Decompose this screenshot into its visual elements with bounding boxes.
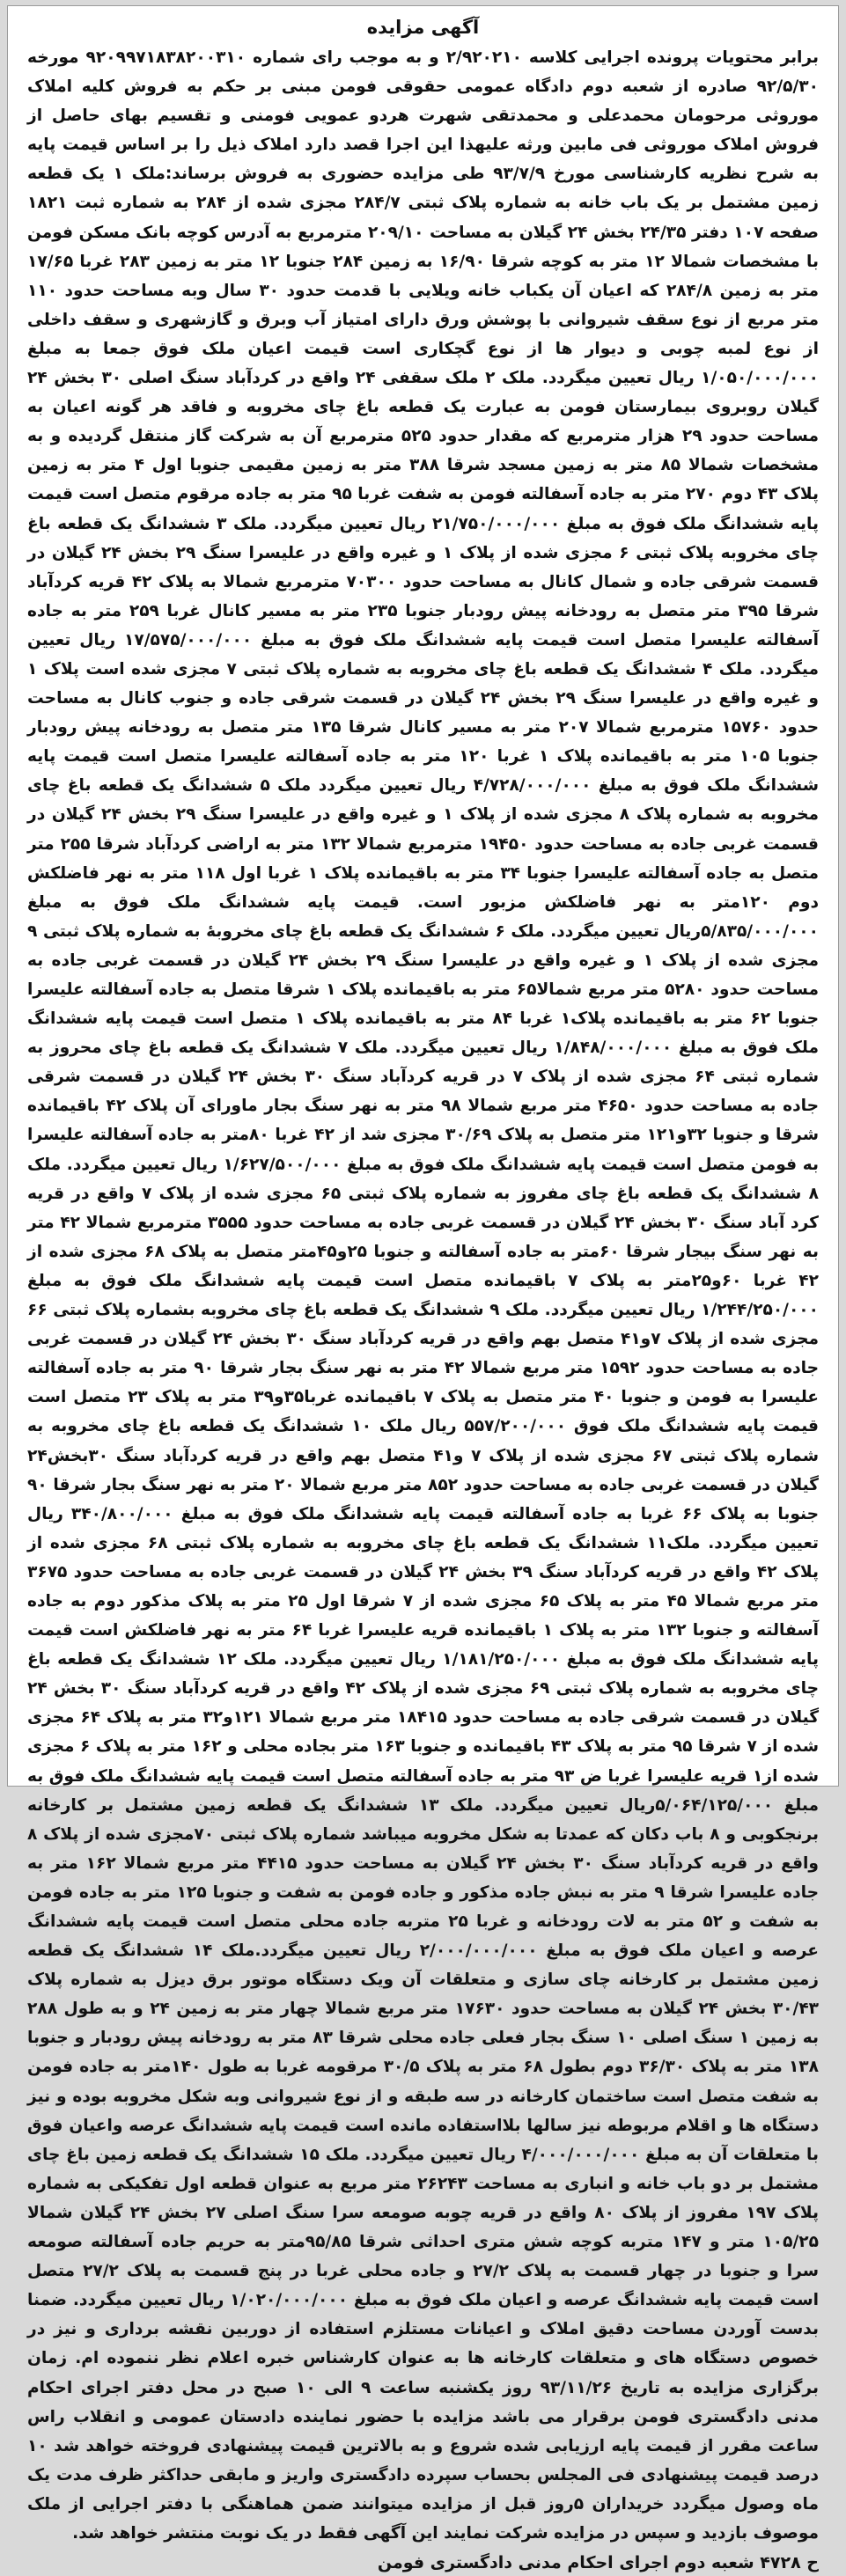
notice-title: آگهی مزایده (366, 17, 480, 38)
notice-footer: ح ۴۷۲۸ شعبه دوم اجرای احکام مدنی دادگستری فومن (377, 2553, 819, 2573)
auction-notice-page (7, 5, 839, 2573)
notice-body: برابر محتویات پرونده اجرایی کلاسه ۲/۹۲۰۲۱۰ و به موجب رای شماره ۹۲۰۹۹۷۱۸۳۸۲۰۰۳۱۰ مورخه ۹۲/۵/۳۰ صادره از شعبه دوم دادگاه عمومی حقوقی فومن مبنی بر حکم به فروش کلیه املاک موروثی مرحومان محمدعلی و محمدتقی شهرت هردو عمویی فومنی و تقسیم بهای حاصل از فروش املاک موروثی فی مابین ورثه علیهذا این اجرا قصد دارد املاک ذیل را بر اساس قیمت پایه به شرح نظریه کارشناسی مورخ ۹۳/۷/۹ طی مزایده حضوری به فروش برساند:ملک ۱ یک قطعه زمین مشتمل بر یک باب خانه به شماره پلاک ثبتی ۲۸۴/۷ مجزی شده از ۲۸۴ به شماره ثبت ۱۸۲۱ صفحه ۱۰۷ دفتر ۲۴/۳۵ بخش ۲۴ گیلان به مساحت ۲۰۹/۱۰ مترمربع به آدرس کوچه بانک مسکن فومن با مشخصات شمالا ۱۲ متر به کوچه شرقا ۱۶/۹۰ به زمین ۲۸۴ جنوبا ۱۲ متر به زمین ۲۸۳ غربا ۱۷/۶۵ متر به زمین ۲۸۴/۸ که اعیان آن یکباب خانه ویلایی با قدمت حدود ۳۰ سال وبه مساحت حدود ۱۱۰ متر مربع از نوع سقف شیروانی با پوشش ورق دارای امتیاز آب وبرق و گازشهری و سقف داخلی از نوع لمبه چوبی و دیوار ها از نوع گچکاری است قیمت اعیان ملک فوق جمعا به مبلغ ۱/۰۵۰/۰۰۰/۰۰۰ ریال تعیین میگردد. ملک ۲ ملک سقفی ۲۴ واقع در کردآباد سنگ اصلی ۳۰ بخش ۲۴ گیلان روبروی بیمارستان فومن به عبارت یک قطعه باغ چای مخروبه و فاقد هر گونه اعیان به مساحت حدود ۲۹ هزار مترمربع که مقدار حدود ۵۲۵ مترمربع آن به شرکت گاز منتقل گردیده و به مشخصات شمالا ۸۵ متر به زمین مسجد شرقا ۳۸۸ متر به زمین مقیمی جنوبا اول ۴ متر به زمین پلاک ۴۳ دوم ۲۷۰ متر به جاده آسفالته فومن به شفت غربا ۹۵ متر به جاده مرقوم متصل است قیمت پایه ششدانگ ملک فوق به مبلغ ۲۱/۷۵۰/۰۰۰/۰۰۰ ریال تعیین میگردد. ملک ۳ ششدانگ یک قطعه باغ چای مخروبه پلاک ثبتی ۶ مجزی شده از پلاک ۱ و غیره واقع در علیسرا سنگ ۲۹ بخش ۲۴ گیلان در قسمت شرقی جاده و شمال کانال به مساحت حدود ۷۰۳۰۰ مترمربع شمالا به پلاک ۴۲ قریه کردآباد شرقا ۳۹۵ متر متصل به رودخانه پیش رودبار جنوبا ۲۳۵ متر به مسیر کانال غربا ۲۵۹ متر به جاده آسفالته علیسرا متصل است قیمت پایه ششدانگ ملک فوق به مبلغ ۱۷/۵۷۵/۰۰۰/۰۰۰ ریال تعیین میگردد. ملک ۴ ششدانگ یک قطعه باغ چای مخروبه به شماره پلاک ثبتی ۷ مجزی شده است پلاک ۱ و غیره واقع در علیسرا سنگ ۲۹ بخش ۲۴ گیلان در قسمت شرقی جاده و جنوب کانال به مساحت حدود ۱۵۷۶۰ مترمربع شمالا ۲۰۷ متر به مسیر کانال شرقا ۱۳۵ متر متصل به رودخانه پیش رودبار جنوبا ۱۰۵ متر به باقیمانده پلاک ۱ غربا ۱۲۰ متر به جاده آسفالته علیسرا متصل است قیمت پایه ششدانگ ملک فوق به مبلغ ۴/۷۲۸/۰۰۰/۰۰۰ ریال تعیین میگردد ملک ۵ ششدانگ یک قطعه باغ چای مخروبه به شماره پلاک ۸ مجزی شده از پلاک ۱ و غیره واقع در علیسرا سنگ ۲۹ بخش ۲۴ گیلان در قسمت غربی جاده به مساحت حدود ۱۹۴۵۰ مترمربع شمالا ۱۳۲ متر به اراضی کردآباد شرقا ۲۵۵ متر متصل به جاده آسفالته علیسرا جنوبا ۳۴ متر به باقیمانده پلاک ۱ غربا اول ۱۱۸ متر به نهر فاضلکش دوم ۱۲۰متر به نهر فاضلکش مزبور است. قیمت پایه ششدانگ ملک فوق به مبلغ ۵/۸۳۵/۰۰۰/۰۰۰ریال تعیین میگردد. ملک ۶ ششدانگ یک قطعه باغ چای مخروبهٔ به شماره پلاک ثبتی ۹ مجزی شده از پلاک ۱ و غیره واقع در علیسرا سنگ ۲۹ بخش ۲۴ گیلان در قسمت غربی جاده به مساحت حدود ۵۲۸۰ متر مربع شمالا۶۵ متر به باقیمانده پلاک ۱ شرقا متصل به جاده آسفالته علیسرا جنوبا ۶۲ متر به باقیمانده پلاک۱ غربا ۸۴ متر به باقیمانده پلاک ۱ متصل است قیمت پایه ششدانگ ملک فوق به مبلغ ۱/۸۴۸/۰۰۰/۰۰۰ ریال تعیین میگردد. ملک ۷ ششدانگ یک قطعه باغ چای محروز به شماره ثبتی ۶۴ مجزی شده از پلاک ۷ در قریه کردآباد سنگ ۳۰ بخش ۲۴ گیلان در قسمت شرقی جاده به مساحت حدود ۴۶۵۰ متر مربع شمالا ۹۸ متر به نهر سنگ بجار ماورای آن پلاک ۴۲ باقیمانده شرقا و جنوبا ۳۲و۱۲۱ متر متصل به پلاک ۳۰/۶۹ مجزی شد از ۴۲ غربا ۸۰متر به جاده آسفالته علیسرا به فومن متصل است قیمت پایه ششدانگ ملک فوق به مبلغ ۱/۶۲۷/۵۰۰/۰۰۰ ریال تعیین میگردد. ملک ۸ ششدانگ یک قطعه باغ چای مفروز به شماره پلاک ثبتی ۶۵ مجزی شده از پلاک ۷ واقع در قریه کرد آباد سنگ ۳۰ بخش ۲۴ گیلان در قسمت غربی جاده به مساحت حدود ۳۵۵۵ مترمربع شمالا ۴۲ متر به نهر سنگ بیجار شرقا ۶۰متر به جاده آسفالته و جنوبا ۲۵و۴۵متر متصل به پلاک ۶۸ مجزی شده از ۴۲ غربا ۶۰و۲۵متر به پلاک ۷ باقیمانده متصل است قیمت پایه ششدانگ ملک فوق به مبلغ ۱/۲۴۴/۲۵۰/۰۰۰ ریال تعیین میگردد. ملک ۹ ششدانگ یک قطعه باغ چای مخروبه بشماره پلاک ثبتی ۶۶ مجزی شده از پلاک ۷و۴۱ متصل بهم واقع در قریه کردآباد سنگ ۳۰ بخش ۲۴ گیلان در قسمت غربی جاده به مساحت حدود ۱۵۹۲ متر مربع شمالا ۴۲ متر به نهر سنگ بجار شرقا ۹۰ متر به جاده آسفالته علیسرا به فومن و جنوبا ۴۰ متر متصل به پلاک ۷ باقیمانده غربا۳۵و۳۹ متر به پلاک ۲۳ متصل است قیمت پایه ششدانگ ملک فوق ۵۵۷/۲۰۰/۰۰۰ ریال ملک ۱۰ ششدانگ یک قطعه باغ چای مخروبه به شماره پلاک ثبتی ۶۷ مجزی شده از پلاک ۷ و۴۱ متصل بهم واقع در قریه کردآباد سنگ ۳۰بخش۲۴ گیلان در قسمت غربی جاده به مساحت حدود ۸۵۲ متر مربع شمالا ۲۰ متر به نهر سنگ بجار شرقا ۹۰ جنوبا به پلاک ۶۶ غربا به جاده آسفالته قیمت پایه ششدانگ ملک فوق به مبلغ ۳۴۰/۸۰۰/۰۰۰ ریال تعیین میگردد. ملک۱۱ ششدانگ یک قطعه باغ چای مخروبه به شماره پلاک ثبتی ۶۸ مجزی شده از پلاک ۴۲ واقع در قریه کردآباد سنگ ۳۹ بخش ۲۴ گیلان در قسمت غربی جاده به مساحت حدود ۳۶۷۵ متر مربع شمالا ۴۵ متر به پلاک ۶۵ مجزی شده از ۷ شرقا اول ۲۵ متر به پلاک مذکور دوم به جاده آسفالته و جنوبا ۱۳۲ متر به پلاک ۱ باقیمانده قریه علیسرا غربا ۶۴ متر به نهر فاضلکش است قیمت پایه ششدانگ ملک فوق به مبلغ ۱/۱۸۱/۲۵۰/۰۰۰ ریال تعیین میگردد. ملک ۱۲ ششدانگ یک قطعه باغ چای مخروبه به شماره پلاک ثبتی ۶۹ مجزی شده از پلاک ۴۲ واقع در قریه کردآباد سنگ ۳۰ بخش ۲۴ گیلان در قسمت شرقی جاده به مساحت حدود ۱۸۴۱۵ متر مربع شمالا ۱۲۱و۳۲ متر به پلاک ۶۴ مجزی شده از ۷ شرقا ۹۵ متر به پلاک ۴۳ باقیمانده و جنوبا ۱۶۳ متر بجاده محلی و ۱۶۲ متر به پلاک ۶ مجزی شده از۱ قریه علیسرا غربا ض ۹۳ متر به جاده آسفالته متصل است قیمت پایه ششدانگ ملک فوق به مبلغ ۵/۰۶۴/۱۲۵/۰۰۰ریال تعیین میگردد. ملک ۱۳ ششدانگ یک قطعه زمین مشتمل بر کارخانه برنجکوبی و ۸ باب دکان که عمدتا به شکل مخروبه میباشد شماره پلاک ثبتی ۷۰مجزی شده از پلاک ۸ واقع در قریه کردآباد سنگ ۳۰ بخش ۲۴ گیلان به مساحت حدود ۴۴۱۵ متر مربع شمالا ۱۶۲ متر به جاده علیسرا شرقا ۹ متر به نبش جاده مذکور و جاده فومن به شفت و جنوبا ۱۲۵ متر به جاده فومن به شفت و ۵۲ متر به لات رودخانه و غربا ۲۵ متربه جاده محلی متصل است قیمت پایه ششدانگ عرصه و اعیان ملک فوق به مبلغ ۲/۰۰۰/۰۰۰/۰۰۰ ریال تعیین میگردد.ملک ۱۴ ششدانگ یک قطعه زمین مشتمل بر کارخانه چای سازی و متعلقات آن ویک دستگاه موتور برق دیزل به شماره پلاک ۳۰/۴۳ بخش ۲۴ گیلان به مساحت حدود ۱۷۶۳۰ متر مربع شمالا چهار متر به زمین ۲۴ و به طول ۲۸۸ به زمین ۱ سنگ اصلی ۱۰ سنگ بجار فعلی جاده محلی شرقا ۸۳ متر به رودخانه پیش رودبار و جنوبا ۱۳۸ متر به پلاک ۳۶/۳۰ دوم بطول ۶۸ متر به پلاک ۳۰/۵ مرقومه غربا به طول ۱۴۰متر به جاده فومن به شفت متصل است ساختمان کارخانه در سه طبقه و از نوع شیروانی وبه شکل مخروبه بوده و نیز دستگاه ها و اقلام مربوطه نیز سالها بلااستفاده مانده است قیمت پایه ششدانگ عرصه واعیان فوق با متعلقات آن به مبلغ ۴/۰۰۰/۰۰۰/۰۰۰ ریال تعیین میگردد. ملک ۱۵ ششدانگ یک قطعه زمین باغ چای مشتمل بر دو باب خانه و انباری به مساحت ۲۶۲۴۳ متر مربع به عنوان قطعه اول تفکیکی به شماره پلاک ۱۹۷ مفروز از پلاک ۸۰ واقع در قریه چوبه صومعه سرا سنگ اصلی ۲۷ بخش ۲۴ گیلان شمالا ۱۰۵/۲۵ متر و ۱۴۷ متربه کوچه شش متری احداثی شرقا ۹۵/۸۵متر به حریم جاده آسفالته صومعه سرا و جنوبا در چهار قسمت به پلاک ۲۷/۲ و جاده محلی غربا در پنج قسمت به پلاک ۲۷/۲ متصل است قیمت پایه ششدانگ عرصه و اعیان ملک فوق به مبلغ ۱/۰۲۰/۰۰۰/۰۰۰ ریال تعیین میگردد. ضمنا بدست آوردن مساحت دقیق املاک و اعیانات مستلزم استفاده از دوربین نقشه برداری و نیز در خصوص دستگاه های و متعلقات کارخانه ها به عنوان کارشناس خبره اعلام نظر ننموده ام. زمان برگزاری مزایده به تاریخ ۹۳/۱۱/۲۶ روز یکشنبه ساعت ۹ الی ۱۰ صبح در محل دفتر اجرای احکام مدنی دادگستری فومن برقرار می باشد مزایده با حضور نماینده دادستان عمومی و انقلاب راس ساعت مقرر از قیمت پایه ارزیابی شده شروع و به بالاترین قیمت پیشنهادی فروخته خواهد شد ۱۰ درصد قیمت پیشنهادی فی المجلس بحساب سپرده دادگستری واریز و مابقی حداکثر ظرف مدت یک ماه وصول میگردد خریداران ۵روز قبل از مزایده میتوانند ضمن هماهنگی با دفتر اجرایی از ملک موصوف بازدید و سپس در مزایده شرکت نمایند این آگهی فقط در یک نوبت منتشر خواهد شد. (27, 48, 820, 2543)
